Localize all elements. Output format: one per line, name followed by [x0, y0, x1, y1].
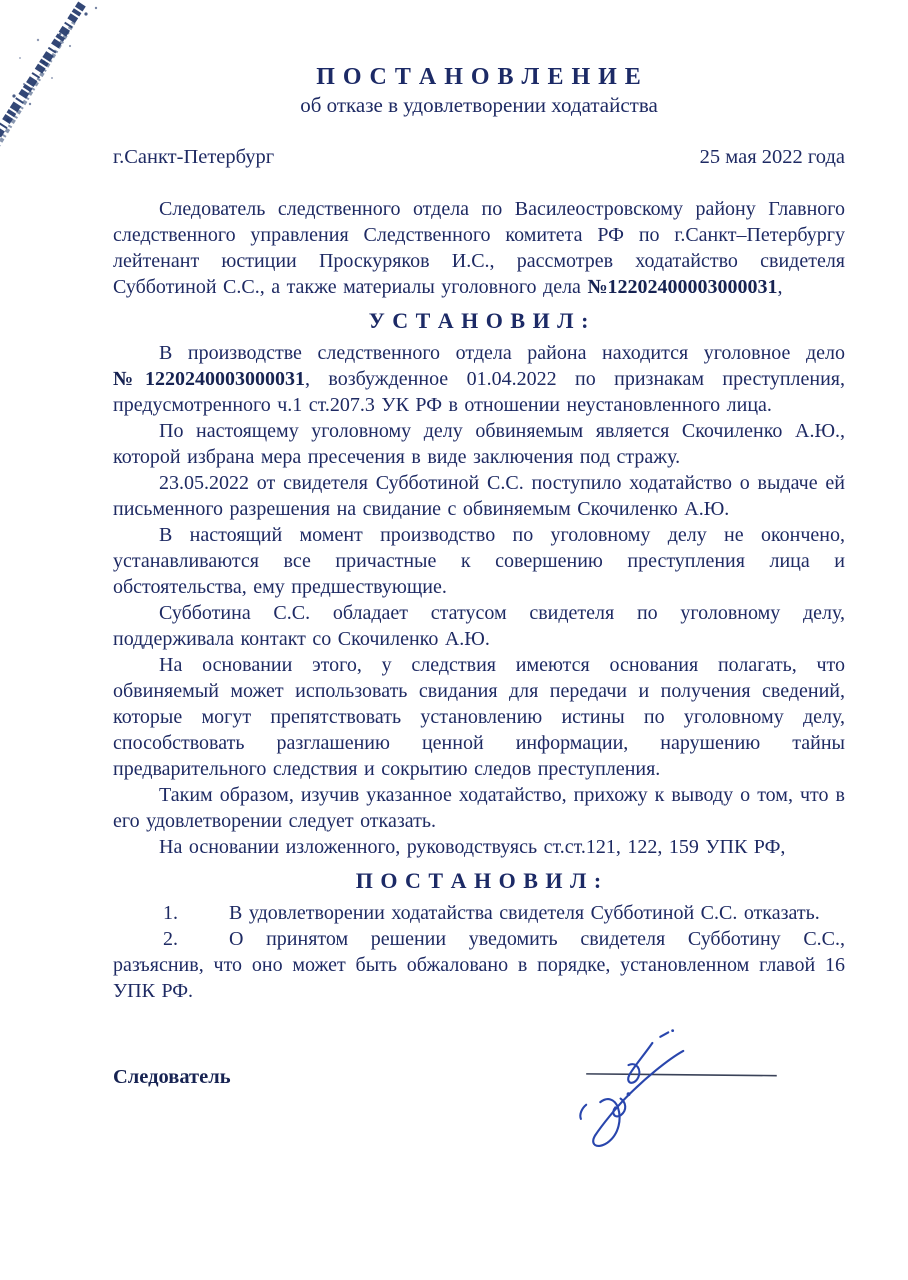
- established-paragraph-1: [113, 340, 845, 418]
- intro-tail: ,: [777, 276, 783, 298]
- intro-text: Следователь следственного отдела по Василеостровскому району Главного следственного управления Следственного комитета РФ по г.Санкт–Петербургу лейтенант юстиции Проскуряков И.С., рассмотрев ходатайство свидетеля Субботиной С.С., а также материалы уголовного дела: [113, 198, 845, 298]
- case-number-primary: №12202400003000031: [587, 276, 778, 298]
- signature-image: [535, 1018, 835, 1188]
- document-subtitle: об отказе в удовлетворении ходатайства: [300, 93, 658, 117]
- established-paragraph-7: Таким образом, изучив указанное ходатайство, прихожу к выводу о том, что в его удовлетворении следует отказать.: [113, 784, 845, 832]
- signature-label: Следователь: [113, 1066, 231, 1088]
- established-p1-lead: В производстве следственного отдела района находится уголовное дело: [159, 342, 845, 364]
- established-paragraph-2: По настоящему уголовному делу обвиняемым является Скочиленко А.Ю., которой избрана мера пресечения в виде заключения под стражу.: [113, 420, 845, 468]
- signature-stroke: [580, 1032, 683, 1146]
- established-paragraph-4: В настоящий момент производство по уголовному делу не окончено, устанавливаются все причастные к совершению преступления лица и обстоятельства, ему предшествующие.: [113, 524, 845, 598]
- case-number-secondary: №1220240003000031: [113, 368, 306, 390]
- signature-line: [586, 1074, 777, 1076]
- established-paragraph-5: Субботина С.С. обладает статусом свидетеля по уголовному делу, поддерживала контакт со Скочиленко А.Ю.: [113, 602, 845, 650]
- resolved-heading: П О С Т А Н О В И Л :: [355, 868, 603, 893]
- resolved-item-2: [113, 926, 845, 1004]
- signature-block: [113, 1024, 845, 1188]
- ink-smudge-artifact: [0, 0, 120, 150]
- established-heading: У С Т А Н О В И Л :: [368, 308, 590, 333]
- established-paragraph-8: На основании изложенного, руководствуясь ст.ст.121, 122, 159 УПК РФ,: [159, 836, 786, 858]
- document-date: 25 мая 2022 года: [699, 146, 845, 168]
- place-date-row: [113, 145, 845, 170]
- resolved-item-1-number: 1.: [163, 902, 178, 924]
- document-title: П О С Т А Н О В Л Е Н И Е: [316, 64, 642, 90]
- resolved-item-1-text: В удовлетворении ходатайства свидетеля Субботиной С.С. отказать.: [229, 902, 820, 924]
- resolved-item-1: [113, 900, 845, 926]
- intro-paragraph: [113, 196, 845, 300]
- established-paragraph-6: На основании этого, у следствия имеются основания полагать, что обвиняемый может использовать свидания для передачи и получения сведений, которые могут препятствовать установлению истины по уголовному делу, способствовать разглашению ценной информации, нарушению тайны предварительного следствия и сокрытию следов преступления.: [113, 654, 845, 780]
- resolved-item-2-number: 2.: [163, 928, 178, 950]
- established-paragraph-3: 23.05.2022 от свидетеля Субботиной С.С. поступило ходатайство о выдаче ей письменного разрешения на свидание с обвиняемым Скочиленко А.Ю.: [113, 472, 845, 520]
- established-p1-tail: , возбужденное 01.04.2022 по признакам преступления, предусмотренного ч.1 ст.207.3 УК РФ в отношении неустановленного лица.: [113, 368, 845, 416]
- resolved-item-2-text: О принятом решении уведомить свидетеля Субботину С.С., разъяснив, что оно может быть обжаловано в порядке, установленном главой 16 УПК РФ.: [113, 928, 845, 1002]
- document-city: г.Санкт-Петербург: [113, 146, 275, 168]
